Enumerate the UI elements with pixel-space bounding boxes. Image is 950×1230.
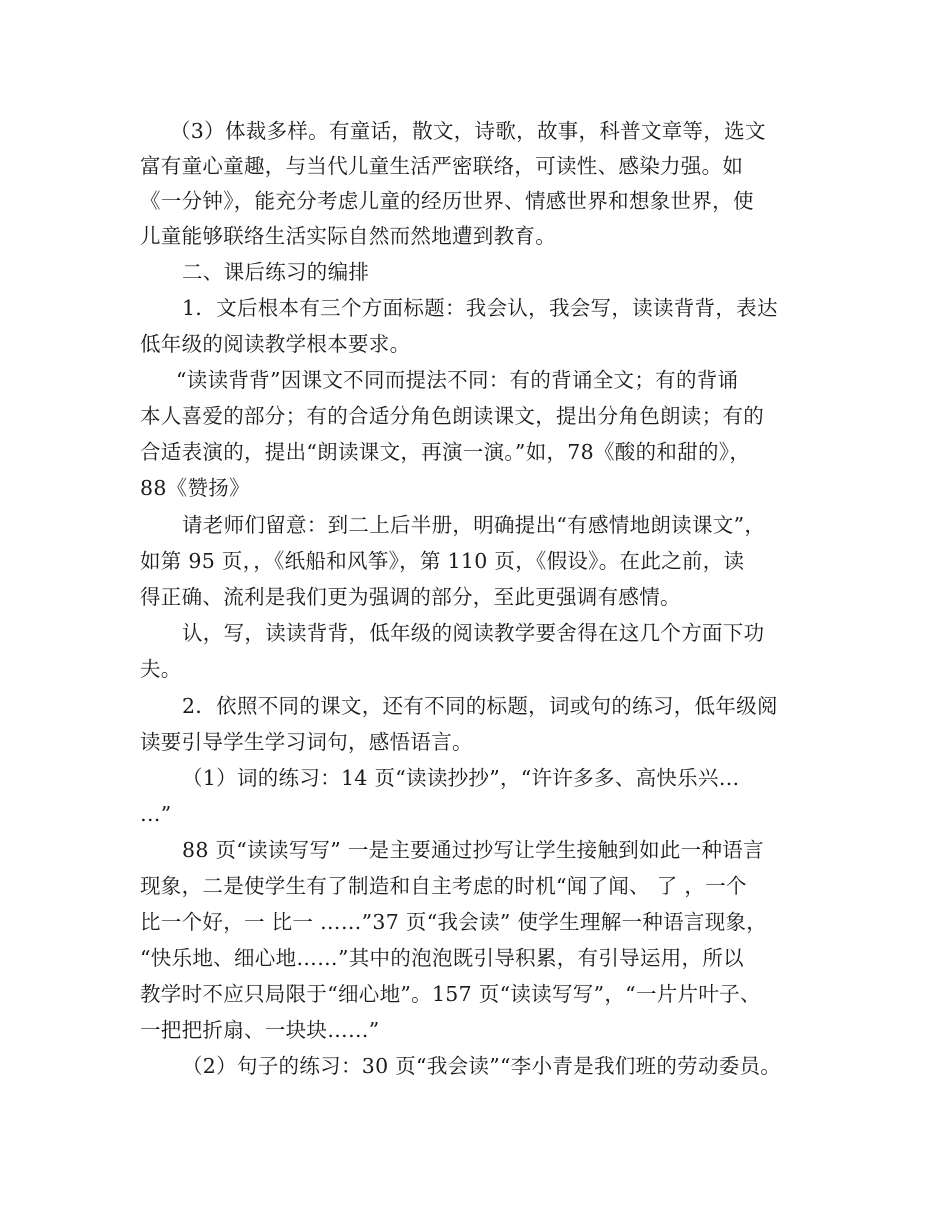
text-line: 如第 95 页，，《纸船和风筝》，第 110 页，《假设》。在此之前，读 <box>140 549 745 573</box>
text-line: （1）词的练习：14 页“读读抄抄”，“许许多多、高快乐兴… <box>182 766 740 790</box>
text-line: 一把把折扇、一块块……” <box>140 1018 380 1042</box>
text-line: （3）体裁多样。有童话，散文，诗歌，故事，科普文章等，选文 <box>170 119 766 143</box>
text-line: 88 页“读读写写” 一是主要通过抄写让学生接触到如此一种语言 <box>182 838 764 862</box>
text-line: 1．文后根本有三个方面标题：我会认，我会写，读读背背，表达 <box>182 296 778 320</box>
text-line: …” <box>140 802 172 826</box>
text-line: 低年级的阅读教学根本要求。 <box>140 332 411 356</box>
text-line: 夫。 <box>140 657 182 681</box>
section-heading: 二、课后练习的编排 <box>182 260 370 284</box>
text-line: “快乐地、细心地……”其中的泡泡既引导积累，有引导运用，所以 <box>140 946 744 970</box>
text-line: 2．依照不同的课文，还有不同的标题，词或句的练习，低年级阅 <box>182 694 778 718</box>
text-line: 请老师们留意：到二上后半册，明确提出“有感情地朗读课文”， <box>182 513 766 537</box>
text-line: 合适表演的，提出“朗读课文，再演一演。”如，78《酸的和甜的》， <box>140 440 751 464</box>
text-line: 认，写，读读背背，低年级的阅读教学要舍得在这几个方面下功 <box>182 621 765 645</box>
text-line: 得正确、流利是我们更为强调的部分，至此更强调有感情。 <box>140 585 681 609</box>
text-line: 富有童心童趣，与当代儿童生活严密联络，可读性、感染力强。如 <box>140 154 744 178</box>
text-line: 教学时不应只局限于“细心地”。157 页“读读写写”，“一片片叶子、 <box>140 982 761 1006</box>
text-line: 儿童能够联络生活实际自然而然地遭到教育。 <box>140 224 556 248</box>
text-line: （2）句子的练习：30 页“我会读”“李小青是我们班的劳动委员。 <box>182 1054 782 1078</box>
text-line: 《一分钟》，能充分考虑儿童的经历世界、情感世界和想象世界，使 <box>140 189 754 213</box>
text-line: 比一个好，一 比一 ……”37 页“我会读” 使学生理解一种语言现象， <box>140 910 768 934</box>
text-line: 读要引导学生学习词句，感悟语言。 <box>140 730 473 754</box>
text-line: 本人喜爱的部分；有的合适分角色朗读课文，提出分角色朗读；有的 <box>140 404 764 428</box>
text-line: 现象，二是使学生有了制造和自主考虑的时机“闻了闻、 了 ，一个 <box>140 874 747 898</box>
text-line: “读读背背”因课文不同而提法不同：有的背诵全文；有的背诵 <box>176 368 739 392</box>
text-line: 88《赞扬》 <box>140 476 250 500</box>
